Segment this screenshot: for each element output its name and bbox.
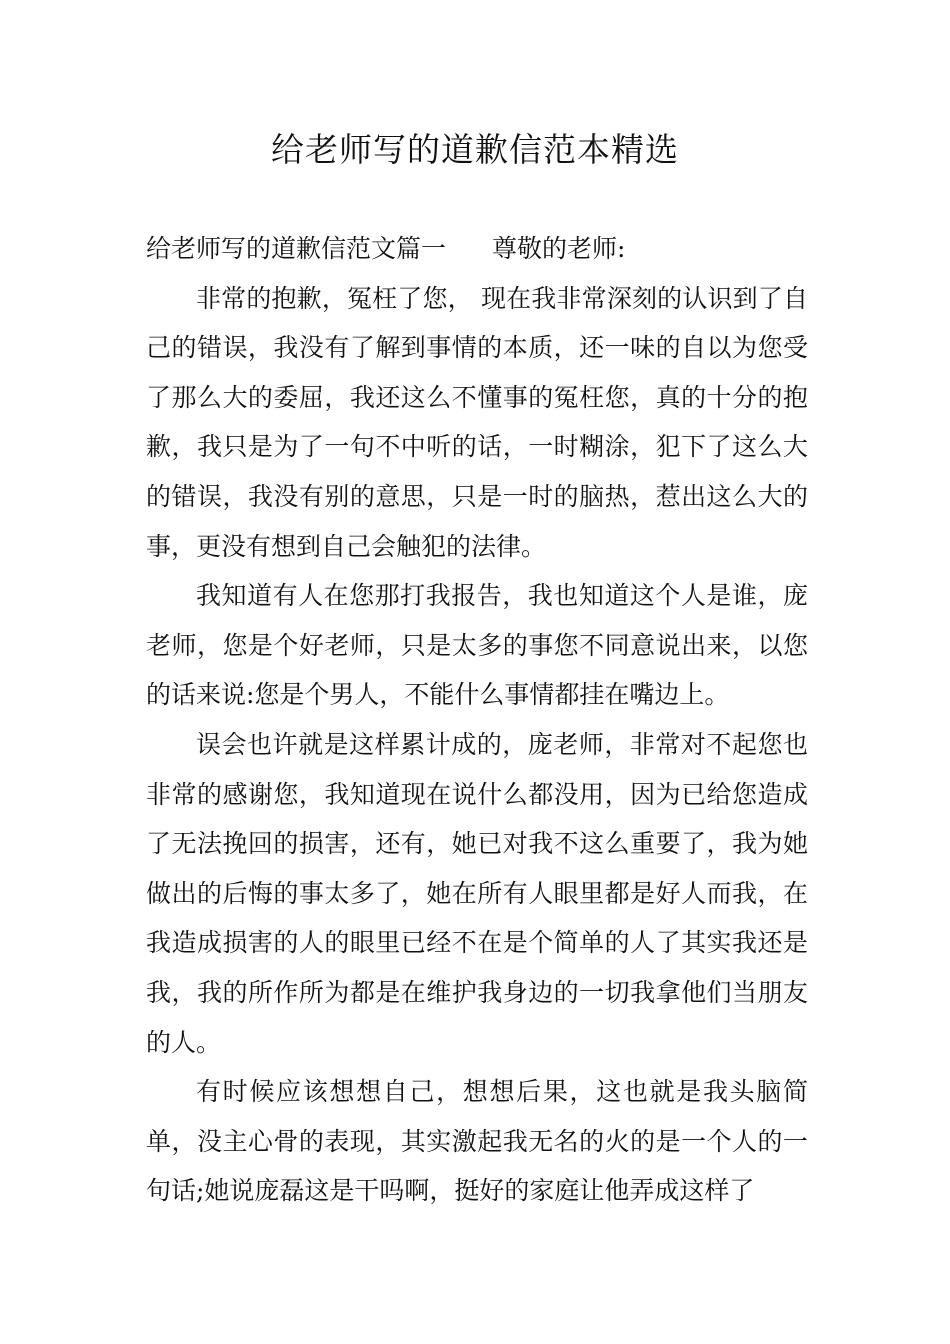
section-heading: 给老师写的道歉信范文篇一 <box>146 234 447 263</box>
paragraph-2: 我知道有人在您那打我报告，我也知道这个人是谁，庞老师，您是个好老师，只是太多的事您不同意说出来，以您的话来说:您是个男人，不能什么事情都挂在嘴边上。 <box>146 581 808 710</box>
paragraph-4: 有时候应该想想自己，想想后果，这也就是我头脑简单，没主心骨的表现，其实激起我无名的火的是一个人的一句话;她说庞磊这是干吗啊，挺好的家庭让他弄成这样了 <box>146 1077 808 1206</box>
paragraph-1: 非常的抱歉，冤枉了您， 现在我非常深刻的认识到了自己的错误，我没有了解到事情的本质，还一味的自以为您受了那么大的委屈，我还这么不懂事的冤枉您，真的十分的抱歉，我只是为了一句不中听的话，一时糊涂，犯下了这么大的错误，我没有别的意思，只是一时的脑热，惹出这么大的事，更没有想到自己会触犯的法律。 <box>146 283 808 561</box>
heading-line <box>146 224 808 274</box>
paragraph-3: 误会也许就是这样累计成的，庞老师，非常对不起您也非常的感谢您，我知道现在说什么都没用，因为已给您造成了无法挽回的损害，还有，她已对我不这么重要了，我为她做出的后悔的事太多了，她在所有人眼里都是好人而我，在我造成损害的人的眼里已经不在是个简单的人了其实我还是我，我的所作所为都是在维护我身边的一切我拿他们当朋友的人。 <box>146 729 808 1057</box>
document-title: 给老师写的道歉信范本精选 <box>271 130 679 169</box>
salutation: 尊敬的老师: <box>492 234 626 263</box>
document-body <box>146 224 808 1216</box>
